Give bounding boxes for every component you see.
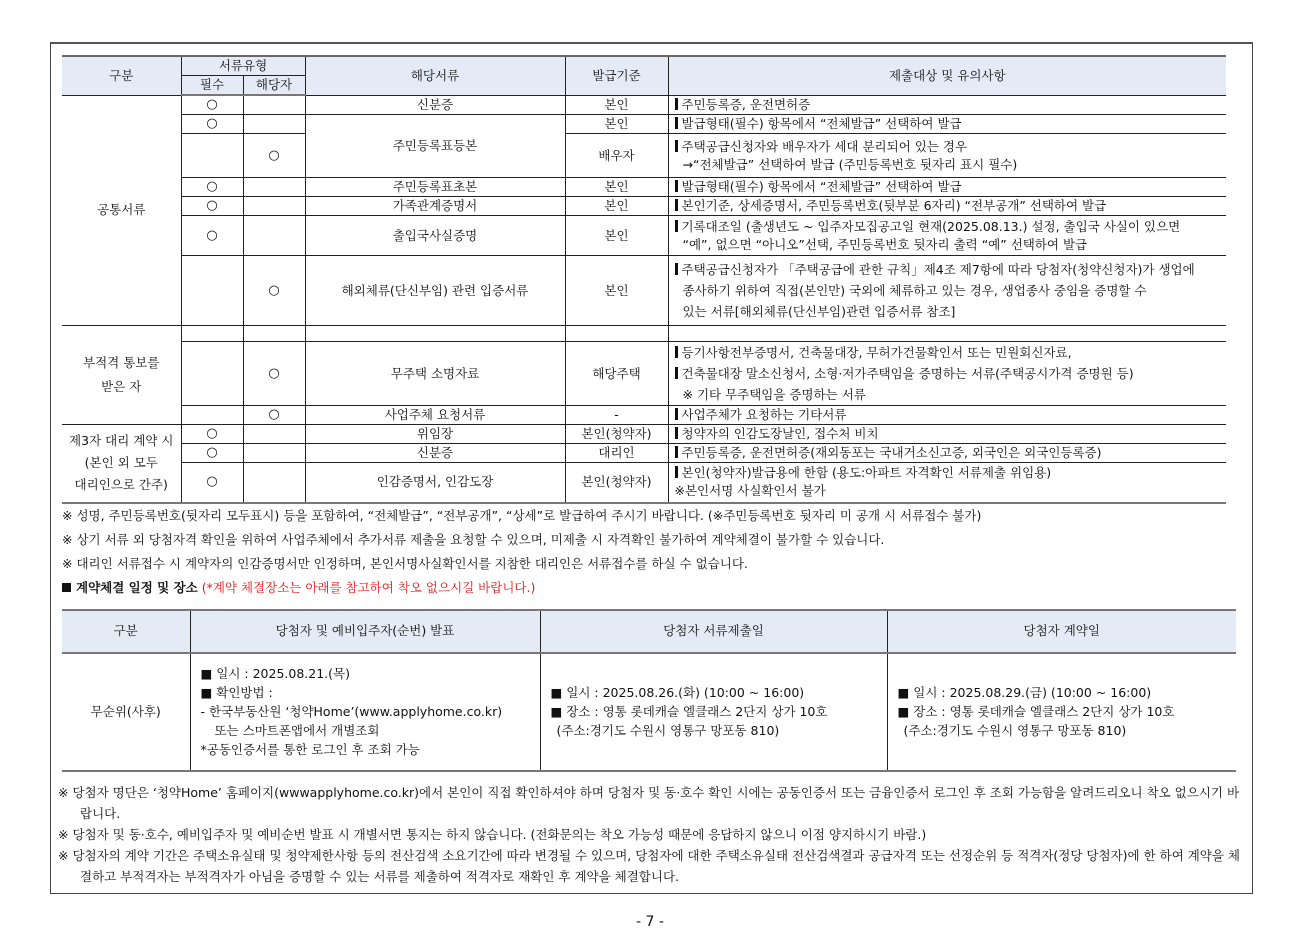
section-heading [62, 579, 1236, 597]
note: 본인기준, 상세증명서, 주민등록번호(뒷부분 6자리) “전부공개” 선택하여 발급 [668, 197, 1226, 216]
page-number-wrap [0, 896, 1300, 940]
header-contract: 당첨자 계약일 [887, 610, 1236, 653]
document-name: 가족관계증명서 [305, 197, 565, 216]
required-mark: ○ [181, 197, 243, 216]
table-row [62, 178, 1226, 197]
bar-bullet-icon [675, 446, 678, 458]
document-name: 해외체류(단신부임) 관련 입증서류 [305, 256, 565, 326]
document-name: 출입국사실증명 [305, 216, 565, 256]
header-document: 해당서류 [305, 56, 565, 95]
note: 등기사항전부증명서, 건축물대장, 무허가건물확인서 또는 민원회신자료, 건축물대장 말소신청서, 소형·저가주택임을 증명하는 서류(주택공시가격 증명원 등) ※ 기타 무주택임을 증명하는 서류 [668, 342, 1226, 406]
required-mark: ○ [181, 463, 243, 503]
note: 주민등록증, 운전면허증(재외동포는 국내거소신고증, 외국인은 외국인등록증) [668, 444, 1226, 463]
document-name: 사업주체 요청서류 [305, 406, 565, 425]
note-2: ※ 상기 서류 외 당첨자격 확인을 위하여 사업주체에서 추가서류 제출을 요청할 수 있으며, 미제출 시 자격확인 불가하여 계약체결이 불가할 수 있습니다. [62, 531, 885, 547]
document-name: 주민등록표등본 [305, 115, 565, 178]
section-note: (*계약 체결장소는 아래를 참고하여 착오 없으시길 바랍니다.) [201, 579, 536, 595]
empty-cell [181, 326, 243, 342]
page-number: - 7 - [636, 914, 664, 930]
note: 주택공급신청자가 「주택공급에 관한 규칙」제4조 제7항에 따라 당첨자(청약신청자)가 생업에 종사하기 위하여 직접(본인만) 국외에 체류하고 있는 경우, 생업종사 중임을 증명할 수 있는 서류[해외체류(단신부임)관련 입증서류 참조] [668, 256, 1226, 326]
bar-bullet-icon [675, 466, 678, 478]
page-frame [50, 42, 1253, 894]
issue-basis: 본인 [565, 95, 668, 115]
square-bullet-icon [62, 583, 71, 592]
required-mark: ○ [181, 425, 243, 444]
document-name: 무주택 소명자료 [305, 342, 565, 406]
required-documents-table [62, 55, 1226, 504]
category: 무순위(사후) [62, 653, 190, 771]
bar-bullet-icon [675, 346, 678, 358]
empty-cell [243, 444, 305, 463]
table-row [62, 342, 1226, 406]
empty-cell [181, 134, 243, 178]
table-row [62, 406, 1226, 425]
issue-basis: 본인 [565, 216, 668, 256]
group-common: 공통서류 [62, 95, 181, 326]
table-row [62, 444, 1226, 463]
required-mark: ○ [181, 444, 243, 463]
bar-bullet-icon [675, 117, 678, 129]
empty-cell [243, 216, 305, 256]
table-row-empty [62, 326, 1226, 342]
group-ineligible: 부적격 통보를 받은 자 [62, 326, 181, 425]
issue-basis: 본인(청약자) [565, 425, 668, 444]
contract-schedule-table [62, 609, 1236, 772]
issue-basis: 배우자 [565, 134, 668, 178]
announcement-info: ■ 일시 : 2025.08.21.(목) ■ 확인방법 : - 한국부동산원 ‘청약Home’(www.applyhome.co.kr) 또는 스마트폰앱에서 개별조회 *공동인증서를 통한 로그인 후 조회 가능 [190, 653, 540, 771]
footer-note-1: ※ 당첨자 명단은 ‘청약Home’ 홈페이지(wwwapplyhome.co.kr)에서 본인이 직접 확인하셔야 하며 당첨자 및 동·호수 확인 시에는 공동인증서 또는 금융인증서 로그인 후 조회 가능함을 알려드리오니 착오 없으시기 바랍니다. [58, 784, 1240, 821]
empty-cell [565, 326, 668, 342]
note: 발급형태(필수) 항목에서 “전체발급” 선택하여 발급 [668, 115, 1226, 134]
required-mark: ○ [181, 95, 243, 115]
bar-bullet-icon [675, 427, 678, 439]
document-name: 주민등록표초본 [305, 178, 565, 197]
note: 사업주체가 요청하는 기타서류 [668, 406, 1226, 425]
header-applicable: 해당자 [243, 76, 305, 96]
required-mark: ○ [181, 115, 243, 134]
bar-bullet-icon [675, 140, 678, 152]
table-row [62, 115, 1226, 134]
issue-basis: 본인 [565, 115, 668, 134]
empty-cell [243, 425, 305, 444]
header-category: 구분 [62, 610, 190, 653]
document-name: 신분증 [305, 444, 565, 463]
empty-cell [243, 197, 305, 216]
applicable-mark: ○ [243, 134, 305, 178]
applicable-mark: ○ [243, 256, 305, 326]
issue-basis: - [565, 406, 668, 425]
group-proxy: 제3자 대리 계약 시 (본인 외 모두 대리인으로 간주) [62, 425, 181, 503]
note: 주택공급신청자와 배우자가 세대 분리되어 있는 경우 →“전체발급” 선택하여 발급 (주민등록번호 뒷자리 표시 필수) [668, 134, 1226, 178]
empty-cell [243, 95, 305, 115]
table-row [62, 216, 1226, 256]
header-submission: 당첨자 서류제출일 [540, 610, 887, 653]
document-name: 신분증 [305, 95, 565, 115]
header-doc-type: 서류유형 [181, 56, 305, 76]
bar-bullet-icon [675, 263, 678, 275]
table-row [62, 256, 1226, 326]
empty-cell [243, 463, 305, 503]
footer-note-2: ※ 당첨자 및 동·호수, 예비입주자 및 예비순번 발표 시 개별서면 통지는 하지 않습니다. (전화문의는 착오 가능성 때문에 응답하지 않으니 이점 양지하시기 바람.) [58, 826, 927, 842]
empty-cell [668, 326, 1226, 342]
note: 주민등록증, 운전면허증 [668, 95, 1226, 115]
bar-bullet-icon [675, 367, 678, 379]
table-row [62, 134, 1226, 178]
empty-cell [243, 326, 305, 342]
note-1: ※ 성명, 주민등록번호(뒷자리 모두표시) 등을 포함하여, “전체발급”, “전부공개”, “상세”로 발급하여 주시기 바랍니다. (※주민등록번호 뒷자리 미 공개 시 서류접수 불가) [62, 507, 982, 523]
table-row [62, 653, 1236, 771]
empty-cell [243, 115, 305, 134]
empty-cell [181, 256, 243, 326]
note: 발급형태(필수) 항목에서 “전체발급” 선택하여 발급 [668, 178, 1226, 197]
bar-bullet-icon [675, 98, 678, 110]
note: 본인(청약자)발급용에 한함 (용도:아파트 자격확인 서류제출 위임용) ※본인서명 사실확인서 불가 [668, 463, 1226, 503]
table-row [62, 197, 1226, 216]
document-name: 위임장 [305, 425, 565, 444]
footer-note-3: ※ 당첨자의 계약 기간은 주택소유실태 및 청약제한사항 등의 전산검색 소요기간에 따라 변경될 수 있으며, 당첨자에 대한 주택소유실태 전산검색결과 공급자격 또는 선정순위 등 적격자(정당 당첨자)에 한 하여 계약을 체결하고 부적격자는 부적격자가 아님을 증명할 수 있는 서류를 제출하여 적격자로 재확인 후 계약을 체결합니다. [58, 847, 1241, 884]
issue-basis: 본인(청약자) [565, 463, 668, 503]
note: 기록대조일 (출생년도 ~ 입주자모집공고일 현재(2025.08.13.) 설정, 출입국 사실이 있으면 “예”, 없으면 “아니오”선택, 주민등록번호 뒷자리 출력 “예” 선택하여 발급 [668, 216, 1226, 256]
contract-info: ■ 일시 : 2025.08.29.(금) (10:00 ~ 16:00) ■ 장소 : 영통 롯데캐슬 엘클래스 2단지 상가 10호 (주소:경기도 수원시 영통구 망포동 810) [887, 653, 1236, 771]
note: 청약자의 인감도장날인, 접수처 비치 [668, 425, 1226, 444]
issue-basis: 본인 [565, 256, 668, 326]
required-mark: ○ [181, 216, 243, 256]
note-3: ※ 대리인 서류접수 시 계약자의 인감증명서만 인정하며, 본인서명사실확인서를 지참한 대리인은 서류접수를 하실 수 없습니다. [62, 555, 748, 571]
applicable-mark: ○ [243, 406, 305, 425]
issue-basis: 대리인 [565, 444, 668, 463]
required-mark: ○ [181, 178, 243, 197]
table-row [62, 463, 1226, 503]
submission-info: ■ 일시 : 2025.08.26.(화) (10:00 ~ 16:00) ■ 장소 : 영통 롯데캐슬 엘클래스 2단지 상가 10호 (주소:경기도 수원시 영통구 망포동 810) [540, 653, 887, 771]
footer-notes [58, 782, 1248, 887]
bar-bullet-icon [675, 408, 678, 420]
section-title: 계약체결 일정 및 장소 [76, 579, 198, 595]
bar-bullet-icon [675, 220, 678, 232]
empty-cell [305, 326, 565, 342]
table-row [62, 95, 1226, 115]
header-required: 필수 [181, 76, 243, 96]
header-category: 구분 [62, 56, 181, 95]
header-issue-basis: 발급기준 [565, 56, 668, 95]
header-notes: 제출대상 및 유의사항 [668, 56, 1226, 95]
empty-cell [243, 178, 305, 197]
applicable-mark: ○ [243, 342, 305, 406]
header-announcement: 당첨자 및 예비입주자(순번) 발표 [190, 610, 540, 653]
empty-cell [181, 342, 243, 406]
table-row [62, 425, 1226, 444]
bar-bullet-icon [675, 180, 678, 192]
empty-cell [181, 406, 243, 425]
bar-bullet-icon [675, 199, 678, 211]
document-name: 인감증명서, 인감도장 [305, 463, 565, 503]
issue-basis: 본인 [565, 197, 668, 216]
issue-basis: 해당주택 [565, 342, 668, 406]
issue-basis: 본인 [565, 178, 668, 197]
